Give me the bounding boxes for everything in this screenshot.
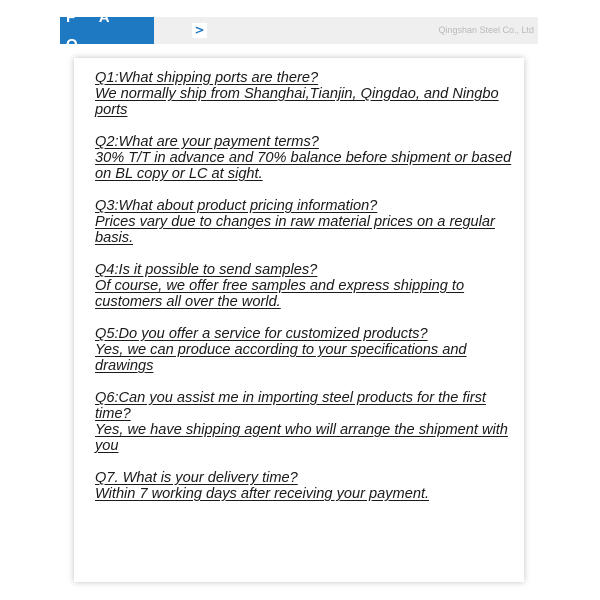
question-2: Q2:What are your payment terms? (95, 134, 319, 150)
question-1: Q1:What shipping ports are there? (95, 70, 319, 86)
answer-7: Within 7 working days after receiving your payment. (95, 486, 430, 502)
answer-2: 30% T/T in advance and 70% balance before shipment or based on BL copy or LC at sight. (95, 150, 512, 182)
faq-tab (60, 8, 205, 53)
faq-list (95, 70, 515, 518)
question-4: Q4:Is it possible to send samples? (95, 262, 318, 278)
question-5: Q5:Do you offer a service for customized products? (95, 326, 428, 342)
faq-item-3 (95, 198, 515, 246)
question-7: Q7. What is your delivery time? (95, 470, 298, 486)
faq-item-4 (95, 262, 515, 310)
question-3: Q3:What about product pricing information? (95, 198, 378, 214)
faq-item-5 (95, 326, 515, 374)
answer-3: Prices vary due to changes in raw material prices on a regular basis. (95, 214, 495, 246)
question-6: Q6:Can you assist me in importing steel products for the first time? (95, 390, 486, 422)
answer-1: We normally ship from Shanghai,Tianjin, Qingdao, and Ningbo ports (95, 86, 499, 118)
chevron-right-icon (192, 23, 207, 38)
answer-4: Of course, we offer free samples and express shipping to customers all over the world. (95, 278, 465, 310)
arrow-glyph: > (194, 23, 205, 37)
company-name: Qingshan Steel Co., Ltd (438, 25, 534, 35)
faq-title: F A Q (66, 8, 120, 53)
answer-6: Yes, we have shipping agent who will arrange the shipment with you (95, 422, 508, 454)
faq-item-6 (95, 390, 515, 454)
answer-5: Yes, we can produce according to your specifications and drawings (95, 342, 467, 374)
faq-item-1 (95, 70, 515, 118)
faq-item-2 (95, 134, 515, 182)
faq-item-7 (95, 470, 515, 502)
